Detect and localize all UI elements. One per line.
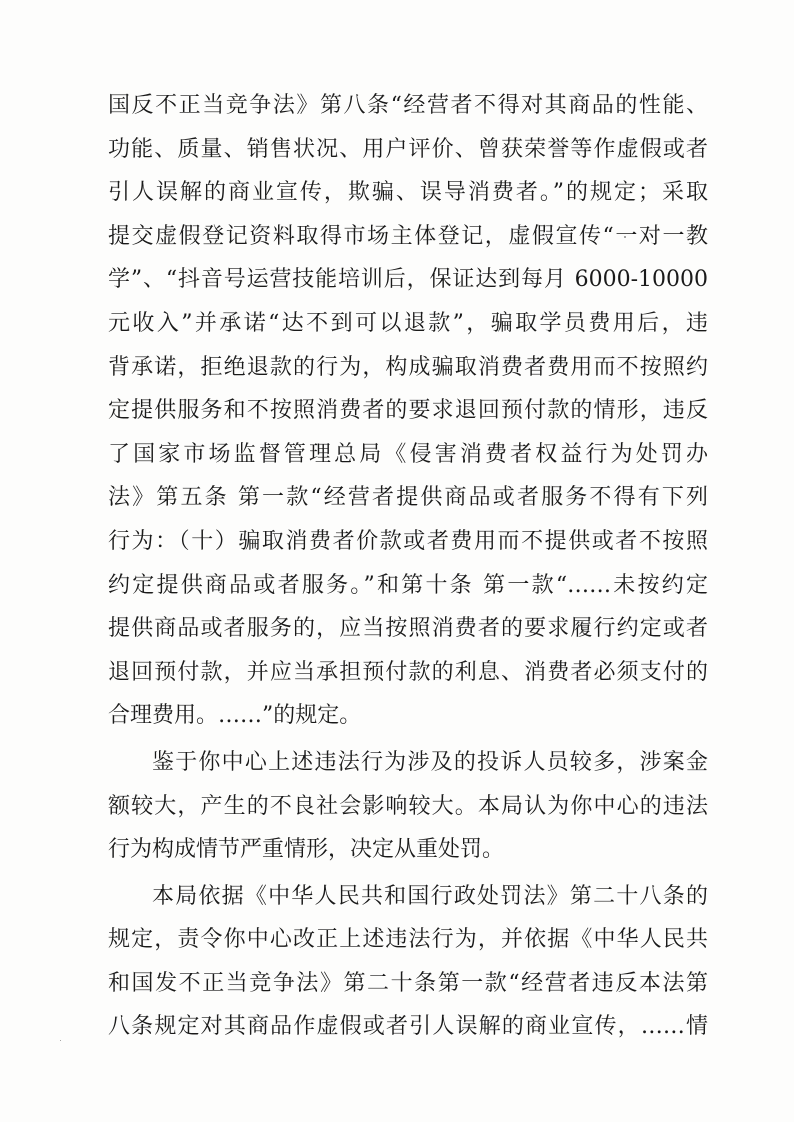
text-line: 额较大，产生的不良社会影响较大。本局认为你中心的违法 bbox=[108, 793, 708, 819]
text-line: 学”、“抖音号运营技能培训后，保证达到每月 6000-10000 bbox=[108, 267, 708, 293]
paragraph-violation-description bbox=[108, 84, 708, 738]
text-line: 国反不正当竞争法》第八条“经营者不得对其商品的性能、 bbox=[108, 93, 708, 118]
text-line: 约定提供商品或者服务。”和第十条 第一款“……未按约定 bbox=[108, 572, 708, 598]
text-line: 和国发不正当竞争法》第二十条第一款“经营者违反本法第 bbox=[108, 970, 708, 996]
text-line: 本局依据《中华人民共和国行政处罚法》第二十八条的 bbox=[152, 883, 708, 909]
text-line: 退回预付款，并应当承担预付款的利息、消费者必须支付的 bbox=[108, 659, 708, 685]
text-line: 规定，责令你中心改正上述违法行为，并依据《中华人民共 bbox=[108, 927, 708, 953]
text-line: 行为构成情节严重情形，决定从重处罚。 bbox=[108, 837, 505, 863]
text-line: 功能、质量、销售状况、用户评价、曾获荣誉等作虚假或者 bbox=[108, 136, 708, 162]
text-line: 定提供服务和不按照消费者的要求退回预付款的情形，违反 bbox=[108, 398, 708, 424]
text-line: 合理费用。……”的规定。 bbox=[108, 703, 362, 729]
paragraph-penalty-basis bbox=[108, 875, 708, 1049]
text-line: 了国家市场监督管理总局《侵害消费者权益行为处罚办 bbox=[108, 441, 708, 467]
scan-speck bbox=[60, 1040, 61, 1041]
text-line: 鉴于你中心上述违法行为涉及的投诉人员较多，涉案金 bbox=[152, 749, 708, 775]
paragraph-severity-finding bbox=[108, 741, 708, 872]
text-line: 行为：（十）骗取消费者价款或者费用而不提供或者不按照 bbox=[108, 528, 708, 554]
document-body bbox=[108, 84, 708, 1049]
text-line: 引人误解的商业宣传，欺骗、误导消费者。”的规定；采取 bbox=[108, 180, 708, 206]
text-line: 法》第五条 第一款“经营者提供商品或者服务不得有下列 bbox=[108, 485, 708, 511]
text-line: 八条规定对其商品作虚假或者引人误解的商业宣传，……情 bbox=[108, 1014, 708, 1040]
text-line: 提交虚假登记资料取得市场主体登记，虚假宣传“一对一教 bbox=[108, 223, 708, 249]
text-line: 元收入”并承诺“达不到可以退款”，骗取学员费用后，违 bbox=[108, 310, 708, 336]
text-line: 提供商品或者服务的，应当按照消费者的要求履行约定或者 bbox=[108, 616, 708, 642]
text-line: 背承诺，拒绝退款的行为，构成骗取消费者费用而不按照约 bbox=[108, 354, 708, 380]
